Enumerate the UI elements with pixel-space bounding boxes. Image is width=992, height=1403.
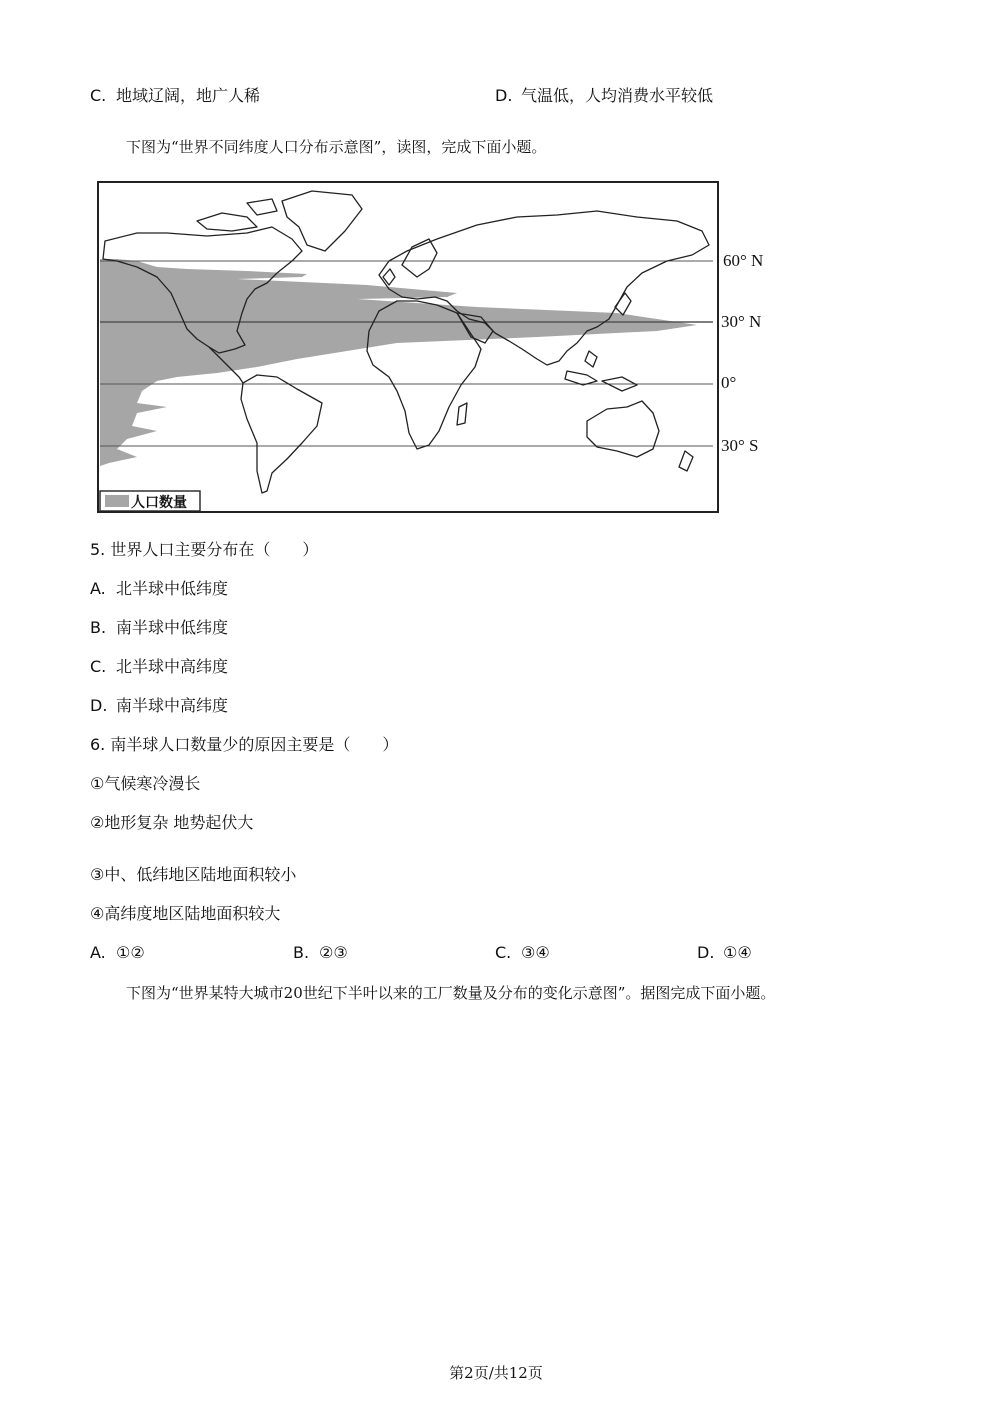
q6-stem: 6. 南半球人口数量少的原因主要是（ ） <box>90 735 399 754</box>
q6-option-d <box>697 943 752 963</box>
lat-label-30n: 30° N <box>721 312 762 331</box>
q6-statement-2: ②地形复杂 地势起伏大 <box>90 813 254 832</box>
latitude-label-column <box>719 181 789 513</box>
map-legend <box>100 491 200 511</box>
option-text: 北半球中高纬度 <box>116 657 229 676</box>
q5-option-b <box>90 618 228 638</box>
population-latitude-map <box>97 181 719 513</box>
q5-option-c <box>90 657 228 677</box>
q5-option-d <box>90 696 228 716</box>
option-letter: B. <box>293 943 310 962</box>
option-letter: C. <box>90 657 107 676</box>
prev-option-c <box>90 86 260 106</box>
q6-option-b <box>293 943 348 963</box>
option-letter: D. <box>697 943 715 962</box>
option-letter: A. <box>90 943 106 962</box>
prev-option-d <box>495 86 713 106</box>
page-footer: 第2页/共12页 <box>449 1364 543 1382</box>
q6-statement-4: ④高纬度地区陆地面积较大 <box>90 904 281 923</box>
option-text: ①④ <box>723 943 752 962</box>
option-letter: A. <box>90 579 106 598</box>
option-letter: C. <box>90 86 107 105</box>
option-text: ①② <box>116 943 145 962</box>
figure-intro-2: 下图为“世界某特大城市20世纪下半叶以来的工厂数量及分布的变化示意图”。据图完成下面小题。 <box>126 984 776 1002</box>
q5-option-a <box>90 579 228 599</box>
option-text: ③④ <box>521 943 550 962</box>
q6-option-a <box>90 943 145 963</box>
q6-statement-3: ③中、低纬地区陆地面积较小 <box>90 865 297 884</box>
option-text: 气温低，人均消费水平较低 <box>521 86 714 105</box>
q6-option-c <box>495 943 550 963</box>
option-text: 南半球中高纬度 <box>116 696 229 715</box>
legend-swatch <box>105 495 129 507</box>
lat-label-0: 0° <box>721 373 737 392</box>
option-letter: D. <box>90 696 108 715</box>
option-text: ②③ <box>319 943 348 962</box>
option-letter: B. <box>90 618 107 637</box>
q6-statement-1: ①气候寒冷漫长 <box>90 774 201 793</box>
option-text: 北半球中低纬度 <box>116 579 229 598</box>
q5-stem: 5. 世界人口主要分布在（ ） <box>90 540 319 559</box>
option-text: 地域辽阔，地广人稀 <box>116 86 261 105</box>
lat-label-30s: 30° S <box>721 436 759 455</box>
lat-label-60n: 60° N <box>723 251 764 270</box>
option-letter: D. <box>495 86 513 105</box>
legend-label: 人口数量 <box>131 495 187 511</box>
option-letter: C. <box>495 943 512 962</box>
figure-intro: 下图为“世界不同纬度人口分布示意图”，读图，完成下面小题。 <box>126 138 547 156</box>
option-text: 南半球中低纬度 <box>116 618 229 637</box>
